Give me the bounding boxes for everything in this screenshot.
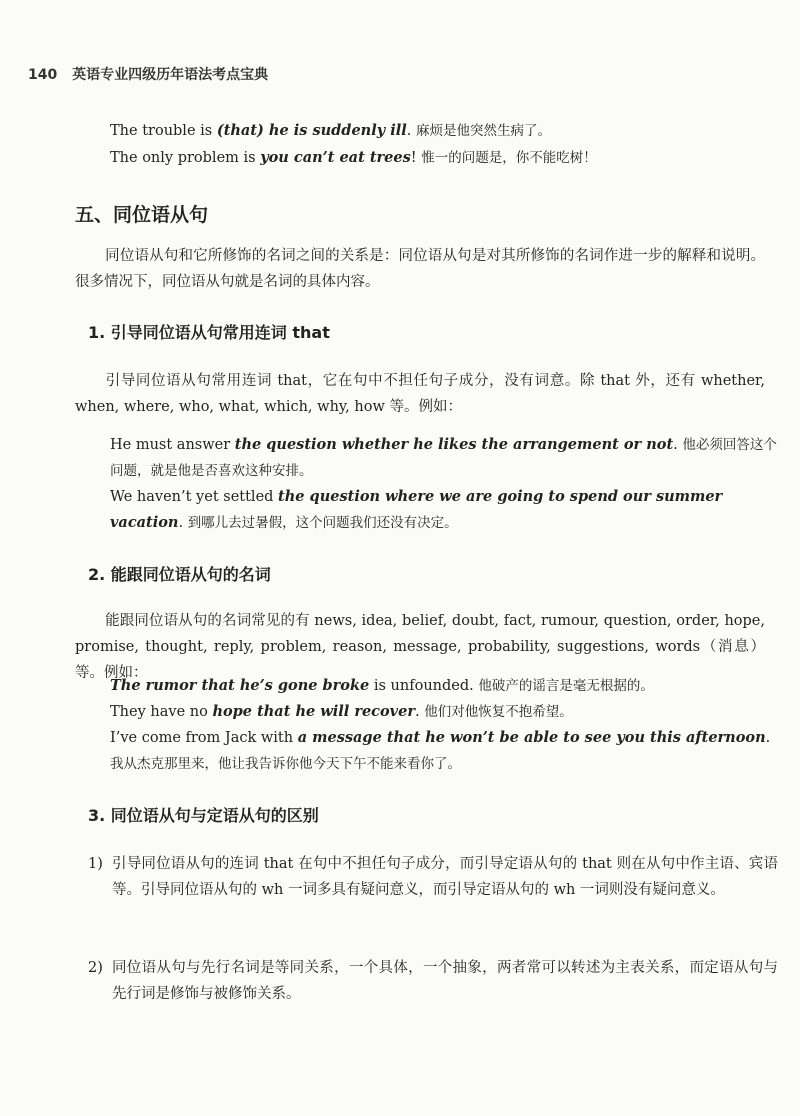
example-highlight: the question whether he likes the arrangement or not [234,436,674,453]
intro-text: 同位语从句和它所修饰的名词之间的关系是：同位语从句是对其所修饰的名词作进一步的解释和说明。很多情况下，同位语从句就是名词的具体内容。 [75,248,765,290]
example-translation: 他们对他恢复不抱希望。 [424,704,573,720]
list-item [88,851,778,903]
example-sentence [110,145,780,171]
example-highlight: a message that he won’t be able to see you this afternoon [297,729,766,746]
example-text: He must answer [110,437,235,453]
example-text: . [406,123,416,139]
example-text: . [414,704,425,720]
example-sentence [110,118,780,144]
example-text: The only problem is [110,150,261,166]
example-text: . [178,515,188,531]
example-text: The trouble is [110,123,217,139]
list-number: 1) [88,856,103,872]
example-sentence [110,699,780,725]
example-sentence [110,725,780,777]
example-translation: 我从杰克那里来，他让我告诉你他今天下午不能来看你了。 [110,756,461,772]
subsection-heading: 2. 能跟同位语从句的名词 [88,565,271,584]
example-highlight: you can’t eat trees [260,149,411,166]
example-text: . [765,730,771,746]
section-heading: 五、同位语从句 [75,204,209,226]
list-item [88,955,778,1007]
subsection-heading: 3. 同位语从句与定语从句的区别 [88,806,319,825]
subsection-heading: 1. 引导同位语从句常用连词 that [88,323,330,342]
example-translation: 麻烦是他突然生病了。 [415,123,551,139]
example-text: is unfounded. [369,678,479,694]
example-translation: 惟一的问题是，你不能吃树！ [421,150,597,166]
body-text: 能跟同位语从句的名词常见的有 news, idea, belief, doubt, fact, rumour, question, order, hope, promise, thought, reply, problem, reason, message, probability, suggestions, words（消息）等。例如： [75,613,765,681]
example-text: They have no [110,704,213,720]
subsection-text [75,368,765,420]
page-number: 140 [28,67,58,83]
example-text: ! [410,150,422,166]
example-highlight: hope that he will recover [212,703,415,720]
list-text: 同位语从句与先行名词是等同关系，一个具体，一个抽象，两者常可以转述为主表关系，而定语从句与先行词是修饰与被修饰关系。 [112,960,778,1002]
example-highlight: The rumor that he’s gone broke [110,677,370,694]
example-translation: 他必须回答这个问题，就是他是否喜欢这种安排。 [110,437,777,479]
example-text: We haven’t yet settled [110,489,279,505]
list-text: 引导同位语从句的连词 that 在句中不担任句子成分，而引导定语从句的 that 则在从句中作主语、宾语等。引导同位语从句的 wh 一词多具有疑问意义，而引导定语从句的 wh 一词则没有疑问意义。 [112,856,778,898]
list-number: 2) [88,960,103,976]
example-sentence [110,484,780,536]
example-highlight: the question where we are going to spend our summer vacation [110,488,723,531]
example-sentence [110,432,780,484]
section-intro [75,243,765,295]
book-title: 英语专业四级历年语法考点宝典 [72,67,269,83]
example-text: I’ve come from Jack with [110,730,298,746]
page-header [28,64,268,84]
example-translation: 他破产的谣言是毫无根据的。 [478,678,654,694]
example-highlight: (that) he is suddenly ill [216,122,407,139]
example-translation: 到哪儿去过暑假，这个问题我们还没有决定。 [187,515,458,531]
body-text: 引导同位语从句常用连词 that，它在句中不担任句子成分，没有词意。除 that 外，还有 whether, when, where, who, what, which, why, how 等。例如： [75,373,765,415]
example-sentence [110,673,780,699]
example-text: . [673,437,683,453]
